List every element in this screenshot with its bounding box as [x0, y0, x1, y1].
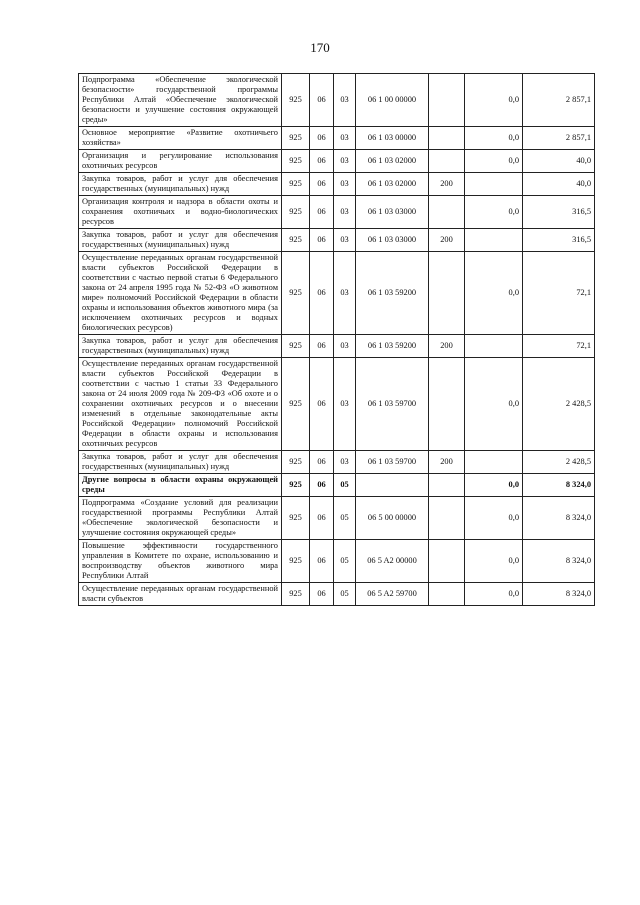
- expense-type-cell: [429, 127, 465, 150]
- grbs-cell: 925: [282, 497, 310, 540]
- amount-2-cell: 316,5: [523, 196, 595, 229]
- subsection-cell: 05: [334, 497, 356, 540]
- amount-1-cell: [465, 451, 523, 474]
- amount-1-cell: 0,0: [465, 150, 523, 173]
- page-number: 170: [310, 40, 330, 55]
- expense-type-cell: [429, 196, 465, 229]
- amount-2-cell: 8 324,0: [523, 497, 595, 540]
- grbs-cell: 925: [282, 127, 310, 150]
- section-cell: 06: [310, 358, 334, 451]
- row-name-cell: Организация контроля и надзора в области охоты и сохранения охотничьих и водно-биологических ресурсов: [79, 196, 282, 229]
- subsection-cell: 03: [334, 173, 356, 196]
- table-row: [79, 127, 595, 150]
- section-cell: 06: [310, 74, 334, 127]
- subsection-cell: 03: [334, 451, 356, 474]
- subsection-cell: 05: [334, 540, 356, 583]
- target-article-cell: 06 1 03 59700: [356, 358, 429, 451]
- table-row: [79, 74, 595, 127]
- amount-2-cell: 72,1: [523, 252, 595, 335]
- amount-1-cell: 0,0: [465, 196, 523, 229]
- section-cell: 06: [310, 173, 334, 196]
- target-article-cell: 06 1 03 59200: [356, 252, 429, 335]
- subsection-cell: 05: [334, 474, 356, 497]
- target-article-cell: 06 1 03 03000: [356, 229, 429, 252]
- subsection-cell: 03: [334, 335, 356, 358]
- amount-1-cell: [465, 229, 523, 252]
- expense-type-cell: [429, 497, 465, 540]
- expense-type-cell: 200: [429, 335, 465, 358]
- table-row: [79, 497, 595, 540]
- table-row: [79, 358, 595, 451]
- table-row: [79, 335, 595, 358]
- target-article-cell: 06 1 00 00000: [356, 74, 429, 127]
- subsection-cell: 03: [334, 196, 356, 229]
- row-name-cell: Основное мероприятие «Развитие охотничьего хозяйства»: [79, 127, 282, 150]
- section-cell: 06: [310, 150, 334, 173]
- row-name-cell: Осуществление переданных органам государственной власти субъектов: [79, 583, 282, 606]
- grbs-cell: 925: [282, 540, 310, 583]
- amount-2-cell: 2 428,5: [523, 358, 595, 451]
- section-cell: 06: [310, 335, 334, 358]
- grbs-cell: 925: [282, 229, 310, 252]
- expense-type-cell: 200: [429, 173, 465, 196]
- subsection-cell: 03: [334, 358, 356, 451]
- amount-1-cell: [465, 335, 523, 358]
- amount-2-cell: 316,5: [523, 229, 595, 252]
- amount-1-cell: 0,0: [465, 127, 523, 150]
- row-name-cell: Повышение эффективности государственного управления в Комитете по охране, использованию и воспроизводству объектов животного мира Республики Алтай: [79, 540, 282, 583]
- grbs-cell: 925: [282, 196, 310, 229]
- subsection-cell: 03: [334, 150, 356, 173]
- amount-2-cell: 72,1: [523, 335, 595, 358]
- subsection-cell: 03: [334, 127, 356, 150]
- amount-1-cell: 0,0: [465, 540, 523, 583]
- table-row: [79, 252, 595, 335]
- target-article-cell: 06 5 A2 00000: [356, 540, 429, 583]
- row-name-cell: Осуществление переданных органам государственной власти субъектов Российской Федерации в соответствии с частью первой статьи 6 Федерального закона от 24 апреля 1995 года № 52-ФЗ «О животном мире» полномочий Российской Федерации в области охраны и использования объектов животного мира (за исключением охотничьих ресурсов и водных биологических ресурсов): [79, 252, 282, 335]
- section-cell: 06: [310, 229, 334, 252]
- grbs-cell: 925: [282, 474, 310, 497]
- table-row: [79, 150, 595, 173]
- amount-2-cell: 8 324,0: [523, 540, 595, 583]
- target-article-cell: 06 1 03 59700: [356, 451, 429, 474]
- amount-2-cell: 8 324,0: [523, 474, 595, 497]
- amount-1-cell: 0,0: [465, 252, 523, 335]
- subsection-cell: 03: [334, 252, 356, 335]
- amount-2-cell: 2 857,1: [523, 74, 595, 127]
- subsection-cell: 03: [334, 74, 356, 127]
- target-article-cell: 06 1 03 03000: [356, 196, 429, 229]
- grbs-cell: 925: [282, 335, 310, 358]
- row-name-cell: Закупка товаров, работ и услуг для обеспечения государственных (муниципальных) нужд: [79, 451, 282, 474]
- grbs-cell: 925: [282, 74, 310, 127]
- row-name-cell: Закупка товаров, работ и услуг для обеспечения государственных (муниципальных) нужд: [79, 229, 282, 252]
- section-cell: 06: [310, 540, 334, 583]
- grbs-cell: 925: [282, 451, 310, 474]
- section-cell: 06: [310, 127, 334, 150]
- expense-type-cell: [429, 358, 465, 451]
- expense-type-cell: [429, 583, 465, 606]
- table-row: [79, 229, 595, 252]
- amount-2-cell: 40,0: [523, 173, 595, 196]
- amount-2-cell: 8 324,0: [523, 583, 595, 606]
- grbs-cell: 925: [282, 150, 310, 173]
- grbs-cell: 925: [282, 252, 310, 335]
- expense-type-cell: [429, 252, 465, 335]
- target-article-cell: [356, 474, 429, 497]
- grbs-cell: 925: [282, 358, 310, 451]
- amount-1-cell: 0,0: [465, 497, 523, 540]
- section-cell: 06: [310, 497, 334, 540]
- amount-1-cell: 0,0: [465, 358, 523, 451]
- target-article-cell: 06 1 03 00000: [356, 127, 429, 150]
- target-article-cell: 06 1 03 02000: [356, 150, 429, 173]
- expense-type-cell: [429, 540, 465, 583]
- row-name-cell: Закупка товаров, работ и услуг для обеспечения государственных (муниципальных) нужд: [79, 173, 282, 196]
- amount-1-cell: 0,0: [465, 74, 523, 127]
- section-cell: 06: [310, 474, 334, 497]
- target-article-cell: 06 1 03 59200: [356, 335, 429, 358]
- section-cell: 06: [310, 196, 334, 229]
- amount-2-cell: 2 857,1: [523, 127, 595, 150]
- grbs-cell: 925: [282, 173, 310, 196]
- table-row: [79, 540, 595, 583]
- amount-2-cell: 40,0: [523, 150, 595, 173]
- row-name-cell: Подпрограмма «Обеспечение экологической безопасности» государственной программы Республики Алтай «Обеспечение экологической безопасности и улучшение состояния окружающей среды»: [79, 74, 282, 127]
- row-name-cell: Организация и регулирование использования охотничьих ресурсов: [79, 150, 282, 173]
- row-name-cell: Другие вопросы в области охраны окружающей среды: [79, 474, 282, 497]
- expense-type-cell: 200: [429, 229, 465, 252]
- subsection-cell: 05: [334, 583, 356, 606]
- expense-type-cell: 200: [429, 451, 465, 474]
- expense-type-cell: [429, 74, 465, 127]
- table-row: [79, 474, 595, 497]
- subsection-cell: 03: [334, 229, 356, 252]
- table-row: [79, 583, 595, 606]
- section-cell: 06: [310, 252, 334, 335]
- expense-type-cell: [429, 150, 465, 173]
- expense-type-cell: [429, 474, 465, 497]
- row-name-cell: Подпрограмма «Создание условий для реализации государственной программы Республики Алтай «Обеспечение экологической безопасности и улучшение состояния окружающей среды»: [79, 497, 282, 540]
- amount-1-cell: 0,0: [465, 583, 523, 606]
- table-row: [79, 196, 595, 229]
- table-row: [79, 173, 595, 196]
- row-name-cell: Осуществление переданных органам государственной власти субъектов Российской Федерации в соответствии с частью 1 статьи 33 Федерального закона от 24 июля 2009 года № 209-ФЗ «Об охоте и о сохранении охотничьих ресурсов и о внесении изменений в отдельные законодательные акты Российской Федерации» полномочий Российской Федерации в области охраны и использования охотничьих ресурсов: [79, 358, 282, 451]
- grbs-cell: 925: [282, 583, 310, 606]
- target-article-cell: 06 5 00 00000: [356, 497, 429, 540]
- amount-1-cell: [465, 173, 523, 196]
- amount-1-cell: 0,0: [465, 474, 523, 497]
- table-row: [79, 451, 595, 474]
- budget-table: [78, 73, 595, 606]
- target-article-cell: 06 5 A2 59700: [356, 583, 429, 606]
- target-article-cell: 06 1 03 02000: [356, 173, 429, 196]
- section-cell: 06: [310, 451, 334, 474]
- row-name-cell: Закупка товаров, работ и услуг для обеспечения государственных (муниципальных) нужд: [79, 335, 282, 358]
- amount-2-cell: 2 428,5: [523, 451, 595, 474]
- section-cell: 06: [310, 583, 334, 606]
